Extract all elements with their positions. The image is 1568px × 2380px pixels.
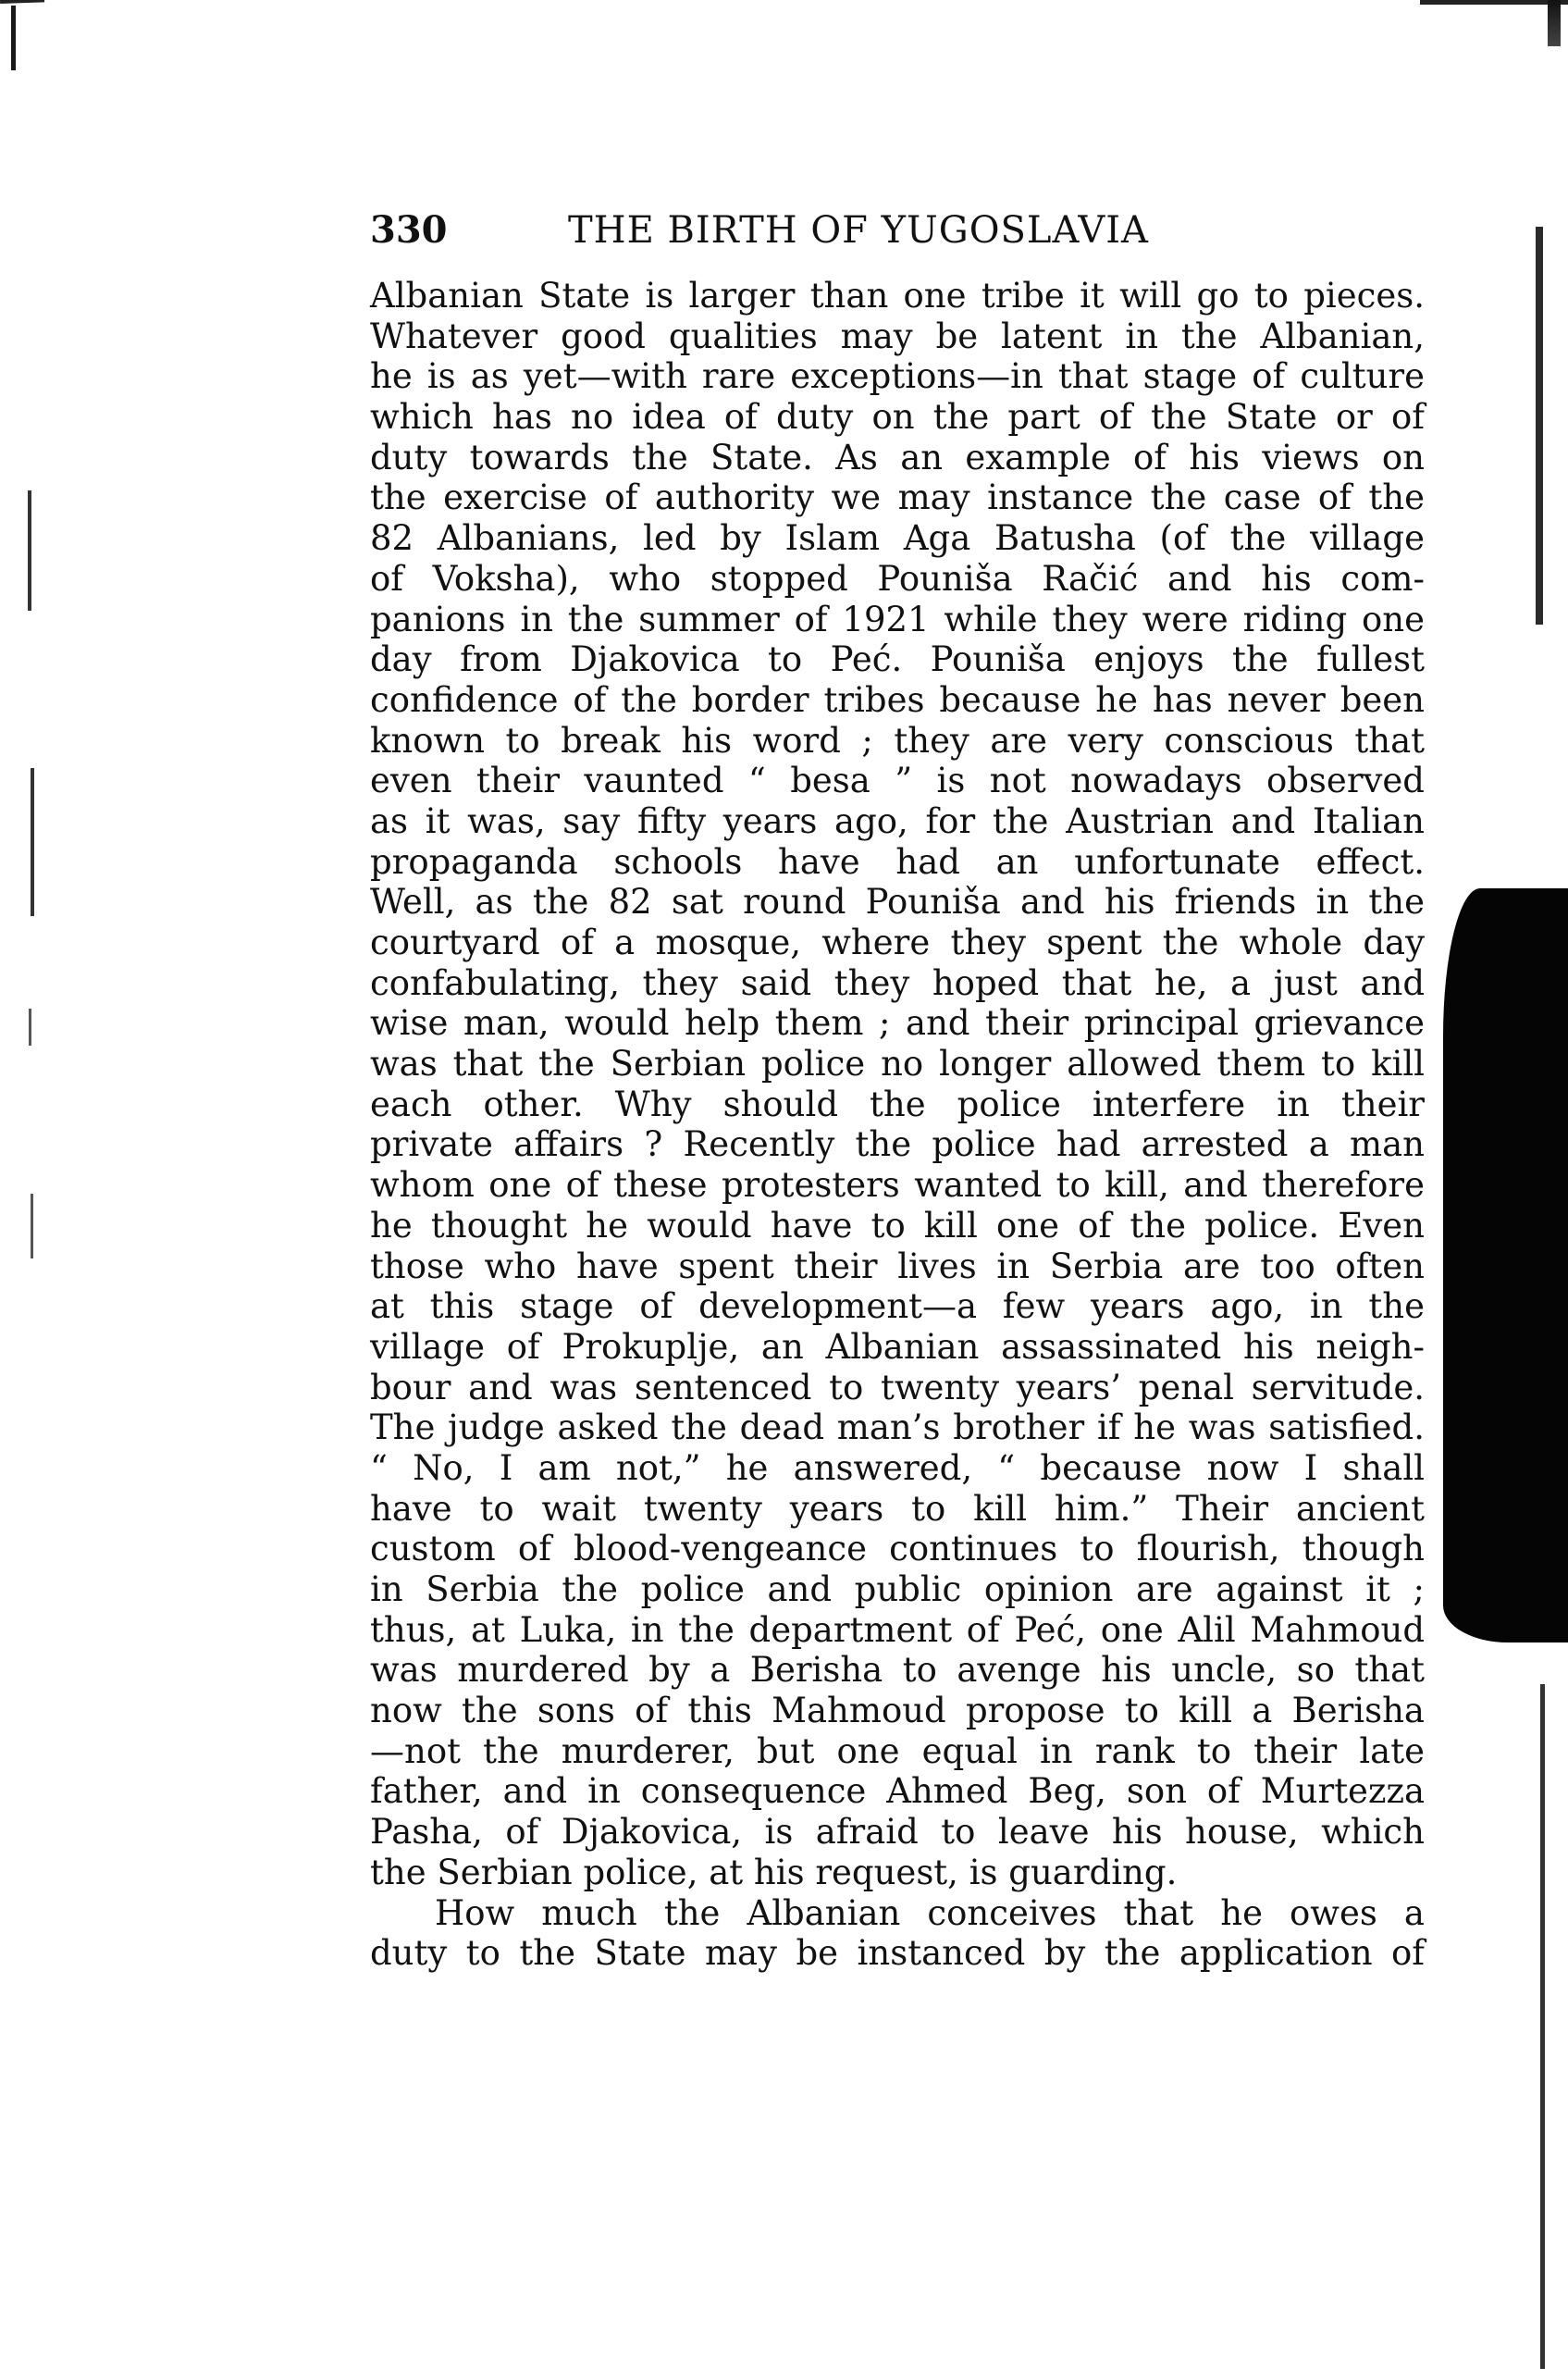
text-line: Whatever good qualities may be latent in the Albanian, — [370, 316, 1425, 356]
text-line: How much the Albanian conceives that he owes a — [435, 1892, 1425, 1933]
paragraph — [370, 276, 1425, 1893]
running-head: THE BIRTH OF YUGOSLAVIA — [568, 209, 1149, 252]
text-line: the Serbian police, at his request, is guarding. — [370, 1852, 1178, 1892]
text-line: he thought he would have to kill one of the police. Even — [370, 1205, 1425, 1246]
text-line: was murdered by a Berisha to avenge his uncle, so that — [370, 1650, 1425, 1691]
page-header — [370, 207, 1425, 254]
text-line: whom one of these protesters wanted to kill, and therefore — [370, 1165, 1425, 1206]
text-line: Pasha, of Djakovica, is afraid to leave his house, which — [370, 1812, 1425, 1853]
scan-margin-shadow — [1443, 888, 1568, 1642]
text-line: in Serbia the police and public opinion are against it ; — [370, 1569, 1425, 1609]
text-line: village of Prokuplje, an Albanian assassinated his neigh- — [370, 1326, 1425, 1367]
text-line: was that the Serbian police no longer allowed them to kill — [370, 1044, 1425, 1085]
text-line: duty to the State may be instanced by the application of — [370, 1933, 1425, 1974]
text-line: —not the murderer, but one equal in rank to their late — [370, 1730, 1425, 1771]
text-line: those who have spent their lives in Serbia are too often — [370, 1246, 1425, 1286]
page-number: 330 — [370, 208, 448, 252]
text-line: now the sons of this Mahmoud propose to kill a Berisha — [370, 1691, 1425, 1731]
text-line: father, and in consequence Ahmed Beg, son of Murtezza — [370, 1771, 1425, 1812]
body-text — [370, 276, 1425, 1974]
text-line: courtyard of a mosque, where they spent the whole day — [370, 923, 1425, 962]
scan-margin-shadow — [1540, 1684, 1545, 2369]
scan-edge-mark — [1548, 0, 1561, 46]
text-line: The judge asked the dead man’s brother if he was satisfied. — [370, 1407, 1425, 1448]
text-line: he is as yet—with rare exceptions—in that stage of culture — [370, 356, 1425, 397]
text-line: Albanian State is larger than one tribe it will go to pieces. — [370, 276, 1425, 316]
scan-edge-mark — [1420, 0, 1568, 5]
text-line: Well, as the 82 sat round Pouniša and his friends in the — [370, 882, 1425, 923]
scan-edge-mark — [0, 0, 44, 13]
text-line: “ No, I am not,” he answered, “ because now I shall — [370, 1447, 1425, 1488]
text-line: confabulating, they said they hoped that he, a just and — [370, 962, 1425, 1003]
text-line: as it was, say fifty years ago, for the Austrian and Italian — [370, 800, 1425, 841]
text-line: confidence of the border tribes because he has never been — [370, 679, 1425, 720]
scan-margin-shadow — [1536, 227, 1543, 625]
text-line: even their vaunted “ besa ” is not nowadays observed — [370, 761, 1425, 801]
text-line: each other. Why should the police interfere in their — [370, 1084, 1425, 1124]
scan-edge-mark — [11, 6, 16, 70]
paragraph — [370, 1893, 1425, 1974]
text-line: the exercise of authority we may instance the case of the — [370, 477, 1425, 518]
text-line: duty towards the State. As an example of his views on — [370, 437, 1425, 477]
text-line: have to wait twenty years to kill him.” Their ancient — [370, 1488, 1425, 1529]
text-line: of Voksha), who stopped Pouniša Račić and his com- — [370, 558, 1425, 599]
scan-margin-shadow — [29, 1009, 31, 1046]
text-line: wise man, would help them ; and their principal grievance — [370, 1003, 1425, 1044]
text-line: 82 Albanians, led by Islam Aga Batusha (of the village — [370, 518, 1425, 559]
text-line: propaganda schools have had an unfortunate effect. — [370, 841, 1425, 882]
text-line: known to break his word ; they are very conscious that — [370, 720, 1425, 761]
text-line: day from Djakovica to Peć. Pouniša enjoys the fullest — [370, 639, 1425, 680]
scan-margin-shadow — [31, 1194, 33, 1258]
text-line: panions in the summer of 1921 while they were riding one — [370, 599, 1425, 639]
text-line: which has no idea of duty on the part of the State or of — [370, 397, 1425, 438]
scan-margin-shadow — [31, 768, 34, 916]
text-line: custom of blood-vengeance continues to flourish, though — [370, 1529, 1425, 1569]
text-line: thus, at Luka, in the department of Peć, one Alil Mahmoud — [370, 1609, 1425, 1650]
text-line: bour and was sentenced to twenty years’ penal servitude. — [370, 1367, 1425, 1407]
text-line: at this stage of development—a few years ago, in the — [370, 1286, 1425, 1327]
text-line: private affairs ? Recently the police had arrested a man — [370, 1124, 1425, 1165]
scan-margin-shadow — [28, 490, 31, 611]
